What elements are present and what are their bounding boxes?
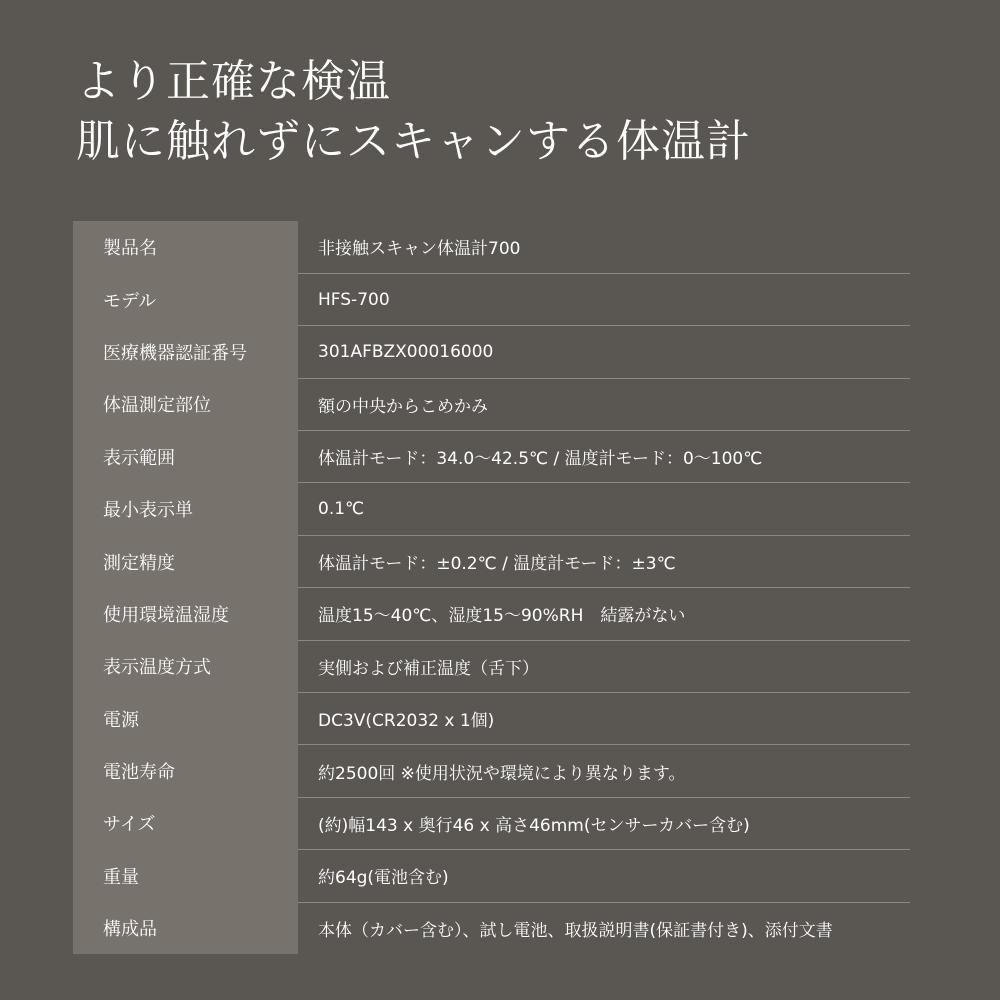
spec-value: 額の中央からこめかみ	[298, 378, 910, 430]
spec-row-temperature-display-method	[73, 640, 910, 692]
title-line-1: より正確な検温	[76, 56, 391, 107]
spec-label: 使用環境温湿度	[73, 588, 298, 640]
spec-value: 約2500回 ※使用状況や環境により異なります。	[298, 745, 910, 797]
spec-value: 301AFBZX00016000	[298, 326, 910, 378]
spec-value: (約)幅143 x 奥行46 x 高さ46mm(センサーカバー含む)	[298, 797, 910, 849]
spec-value: 約64g(電池含む)	[298, 850, 910, 902]
spec-table	[73, 221, 910, 954]
spec-row-contents	[73, 902, 910, 954]
title-line-2: 肌に触れずにスキャンする体温計	[76, 116, 751, 167]
spec-row-operating-environment	[73, 588, 910, 640]
spec-row-accuracy	[73, 535, 910, 587]
spec-row-model	[73, 273, 910, 325]
spec-row-size	[73, 797, 910, 849]
spec-label: 体温測定部位	[73, 378, 298, 430]
spec-row-weight	[73, 850, 910, 902]
spec-value: 本体（カバー含む）、試し電池、取扱説明書(保証書付き)、添付文書	[318, 921, 833, 942]
spec-label: 測定精度	[73, 535, 298, 587]
spec-value: 温度15〜40℃、湿度15〜90%RH 結露がない	[298, 588, 910, 640]
page-title	[76, 52, 936, 172]
spec-value: 体温計モード：34.0〜42.5℃ / 温度計モード：0〜100℃	[298, 431, 910, 483]
spec-row-battery-life	[73, 745, 910, 797]
spec-label: 医療機器認証番号	[73, 326, 298, 378]
spec-label: 電源	[73, 693, 298, 745]
spec-label: サイズ	[73, 797, 298, 849]
spec-label: 最小表示単	[73, 483, 298, 535]
spec-label: 重量	[73, 850, 298, 902]
spec-value: HFS-700	[298, 273, 910, 325]
spec-value: 実側および補正温度（舌下）	[298, 640, 910, 692]
spec-value: DC3V(CR2032 x 1個)	[298, 693, 910, 745]
spec-row-power-source	[73, 693, 910, 745]
spec-label: 電池寿命	[73, 745, 298, 797]
spec-label: 表示範囲	[73, 431, 298, 483]
spec-row-display-range	[73, 431, 910, 483]
spec-label: 構成品	[73, 902, 298, 954]
spec-row-product-name	[73, 221, 910, 273]
spec-label: 製品名	[73, 221, 298, 273]
spec-value: 0.1℃	[298, 483, 910, 535]
spec-label: 表示温度方式	[73, 640, 298, 692]
spec-row-min-display-unit	[73, 483, 910, 535]
spec-value: 体温計モード：±0.2℃ / 温度計モード：±3℃	[298, 535, 910, 587]
spec-value: 非接触スキャン体温計700	[298, 221, 910, 273]
spec-row-measurement-site	[73, 378, 910, 430]
spec-row-certification-number	[73, 326, 910, 378]
spec-label: モデル	[73, 273, 298, 325]
